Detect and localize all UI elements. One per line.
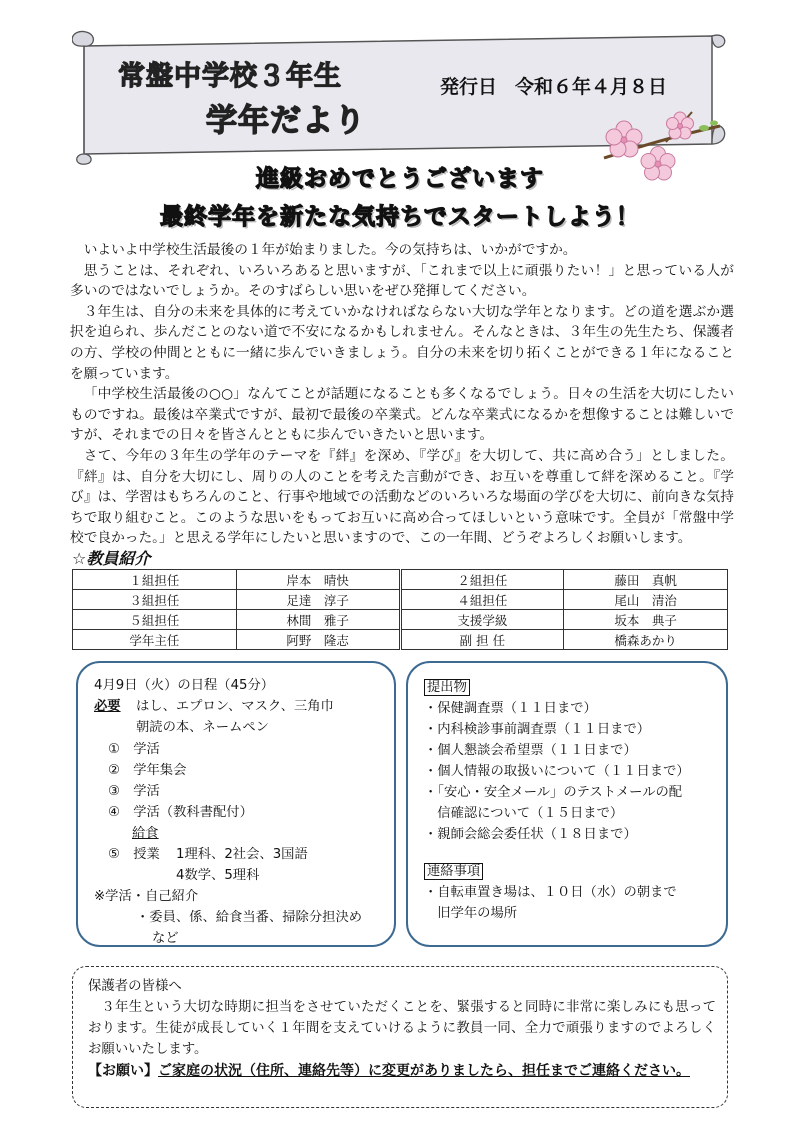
newsletter-title: 学年だより <box>206 103 366 139</box>
request-label: 【お願い】 <box>88 1063 158 1079</box>
table-row <box>73 590 728 610</box>
table-cell: １組担任 <box>73 570 237 590</box>
issue-label: 発行日 <box>440 76 498 98</box>
list-item: ・自転車置き場は、１０日（水）の朝まで <box>424 885 677 900</box>
list-item: ・親師会総会委任状（１８日まで） <box>424 827 637 842</box>
table-row <box>73 630 728 650</box>
list-item: ・保健調査票（１１日まで） <box>424 701 597 716</box>
list-item: ・内科検診事前調査票（１１日まで） <box>424 722 651 737</box>
body-text <box>70 240 734 549</box>
schedule-period: ① 学活 <box>108 742 160 757</box>
contact-heading: 連絡事項 <box>424 860 483 879</box>
schedule-title: 4月9日（火）の日程（45分） <box>94 678 275 693</box>
schedule-note: ・委員、係、給食当番、掃除分担決め <box>136 910 363 925</box>
required-label: 必要 <box>94 699 121 714</box>
table-cell: 橋森あかり <box>564 630 728 650</box>
schedule-note: ※学活・自己紹介 <box>94 889 199 904</box>
school-title: 常盤中学校３年生 <box>118 61 342 92</box>
schedule-period: ④ 学活（教科書配付） <box>108 805 253 820</box>
parents-body: ３年生という大切な時期に担当をさせていただくことを、緊張すると同時に非常に楽しみにも思っております。生徒が成長していく１年間を支えていけるように教員一同、全力で頑張りますのでよろしくお願いいたします。 <box>88 1000 716 1057</box>
table-row <box>73 570 728 590</box>
schedule-lunch: 給食 <box>132 826 159 841</box>
body-paragraph: ３年生は、自分の未来を具体的に考えていかなければならない大切な学年となります。どの道を選ぶか選択を迫られ、歩んだことのない道で不安になるかもしれません。そんなときは、３年生の先生たち、保護者の方、学校の仲間とともに一緒に歩んでいきましょう。自分の未来を切り拓くことができる１年になることを願っています。 <box>70 303 734 382</box>
table-cell: 坂本 典子 <box>564 610 728 630</box>
list-item: 信確認について（１５日まで） <box>424 806 624 821</box>
table-cell: 副 担 任 <box>400 630 564 650</box>
table-cell: 支援学級 <box>400 610 564 630</box>
list-item: ・個人情報の取扱いについて（１１日まで） <box>424 764 690 779</box>
table-cell: 足達 淳子 <box>236 590 400 610</box>
schedule-subjects: 4数学、5理科 <box>176 868 260 883</box>
table-cell: ４組担任 <box>400 590 564 610</box>
table-row <box>73 610 728 630</box>
list-item: ・「安心・安全メール」のテストメールの配 <box>424 785 683 800</box>
schedule-period: ⑤ 授業 <box>108 847 160 862</box>
schedule-period: ③ 学活 <box>108 784 160 799</box>
table-cell: 藤田 真帆 <box>564 570 728 590</box>
headline-congratulations: 進級おめでとうございます <box>256 166 544 192</box>
body-paragraph: いよいよ中学校生活最後の１年が始まりました。今の気持ちは、いかがですか。 <box>83 242 577 258</box>
list-item: 旧学年の場所 <box>424 906 518 921</box>
request-text: ご家庭の状況（住所、連絡先等）に変更がありましたら、担任までご連絡ください。 <box>158 1063 690 1079</box>
issue-date-line <box>440 72 667 99</box>
list-item: ・個人懇談会希望票（１１日まで） <box>424 743 637 758</box>
schedule-note: など <box>152 931 179 946</box>
table-cell: 尾山 清治 <box>564 590 728 610</box>
table-cell: ２組担任 <box>400 570 564 590</box>
body-paragraph: 思うことは、それぞれ、いろいろあると思いますが、「これまで以上に頑張りたい！」と思っている人が多いのではないでしょうか。そのすばらしい思いをぜひ発揮してください。 <box>70 262 734 300</box>
issue-date: 令和６年４月８日 <box>515 76 668 98</box>
schedule-subjects: 1理科、2社会、3国語 <box>176 847 308 862</box>
body-paragraph: さて、今年の３年生の学年のテーマを『絆』を深め、『学び』を大切して、共に高め合う」としました。『絆』は、自分を大切にし、周りの人のことを考えた言動ができ、お互いを尊重して絆を深めること。『学び』は、学習はもちろんのこと、行事や地域での活動などのいろいろな場面の学びを大切に、前向きな気持ちで取り組むこと。このような思いをもってお互いに高め合ってほしいという意味です。全員が「常盤中学校で良かった。」と思える学年にしたいと思いますので、この一年間、どうぞよろしくお願いします。 <box>70 447 734 547</box>
staff-heading: ☆教員紹介 <box>72 549 151 568</box>
headline-fresh-start: 最終学年を新たな気持ちでスタートしよう！ <box>160 204 640 230</box>
table-cell: 岸本 晴快 <box>236 570 400 590</box>
parents-message <box>88 976 716 1060</box>
body-paragraph: 「中学校生活最後の○○」なんてことが話題になることも多くなるでしょう。日々の生活を大切にしたいものですね。最後は卒業式ですが、最初で最後の卒業式。どんな卒業式になるかを想像することは難しいですが、それまでの日々を皆さんとともに歩んでいきたいと思います。 <box>70 386 734 444</box>
parents-greeting: 保護者の皆様へ <box>88 979 182 994</box>
table-cell: ３組担任 <box>73 590 237 610</box>
table-cell: 学年主任 <box>73 630 237 650</box>
required-items: はし、エプロン、マスク、三角巾 <box>136 699 334 714</box>
submissions-heading: 提出物 <box>424 676 470 695</box>
table-cell: ５組担任 <box>73 610 237 630</box>
request-note <box>88 1061 718 1082</box>
staff-table <box>72 569 728 650</box>
table-cell: 阿野 隆志 <box>236 630 400 650</box>
schedule-period: ② 学年集会 <box>108 763 187 778</box>
required-items: 朝読の本、ネームペン <box>136 720 269 735</box>
table-cell: 林間 雅子 <box>236 610 400 630</box>
